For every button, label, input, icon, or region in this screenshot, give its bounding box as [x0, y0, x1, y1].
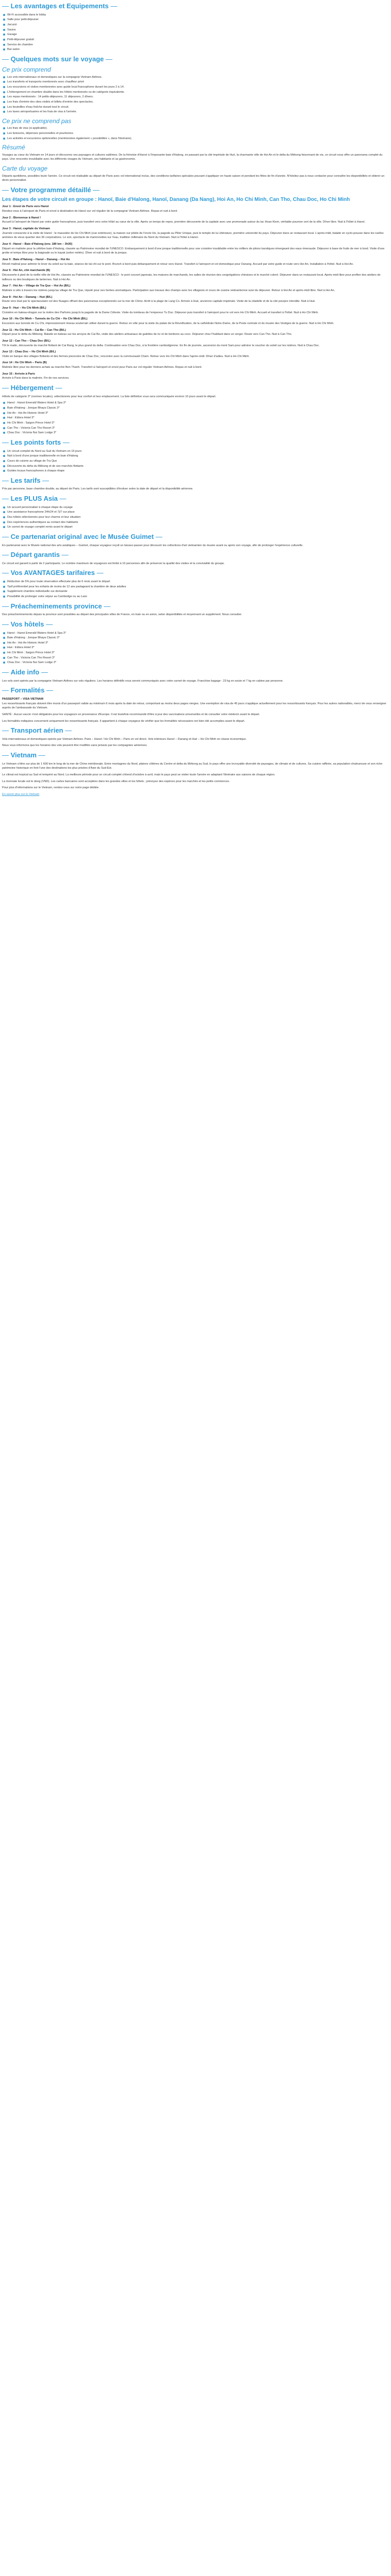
day-label: Jour 15 : Arrivée à Paris	[2, 372, 35, 376]
list-item: Chau Doc : Victoria Nui Sam Lodge 3*	[2, 660, 389, 665]
list-item: Les boissons, dépenses personnelles et pourboires.	[2, 131, 389, 136]
includes-title: Ce prix comprend	[2, 66, 51, 74]
content	[2, 2, 389, 797]
dates-text: Départs quotidiens, possibles toute l'année. Ce circuit est réalisable au départ de Paris avec vol international inclus, des conditions tarifaires spéciales pouvant s'appliquer en haute saison et pendant les fêtes de fin d'année. N'hésitez pas à nous contacter pour connaître les disponibilités et obtenir un devis personnalisé.	[2, 174, 385, 182]
partnership-title: — Ce partenariat original avec le Musée Guimet —	[2, 533, 389, 541]
day-text: Rendez-vous à l'aéroport de Paris et envol à destination de Hanoï sur vol régulier de la compagnie Vietnam Airlines. Repas et nuit à bord.	[2, 210, 178, 213]
day-label: Jour 9 : Hué – Ho Chi Minh (B/L)	[2, 306, 46, 310]
day-text: Départ pour le delta du Mékong. Balade en bateau sur les arroyos de Cai Be, visite des ateliers artisanaux de galettes de riz et de bonbons au coco. Déjeuner chez l'habitant dans un verger. Route vers Can Tho. Nuit à Can Tho.	[2, 333, 292, 336]
formalities-title: — Formalités —	[2, 686, 389, 694]
day-text: Croisière en bateau-dragon sur la rivière des Parfums jusqu'à la pagode de la Dame Céleste. Visite du tombeau de l'empereur Tu Duc. Déjeuner puis transfert à l'aéroport pour le vol vers Ho Chi Minh. Accueil et transfert à l'hôtel. Nuit à Ho Chi Minh.	[2, 311, 319, 314]
list-item: Un circuit complet du Nord au Sud du Vietnam en 15 jours	[2, 449, 389, 454]
pluses-list	[2, 505, 389, 530]
day-block	[2, 205, 389, 213]
list-item: Tarif préférentiel pour les enfants de moins de 12 ans partageant la chambre de deux adultes	[2, 585, 389, 589]
day-label: Jour 2 : Bienvenue à Hanoï !	[2, 216, 41, 219]
rates-text: Prix par personne, base chambre double, au départ de Paris. Les tarifs sont susceptibles d'évoluer selon la date de départ et la disponibilité aérienne.	[2, 487, 193, 491]
day-text: Arrivée à Paris dans la matinée. Fin de nos services.	[2, 377, 70, 380]
day-block	[2, 317, 389, 326]
day-block	[2, 227, 389, 240]
day-label: Jour 10 : Ho Chi Minh – Tunnels de Cu Chi – Ho Chi Minh (B/L)	[2, 317, 88, 321]
list-item: Guides locaux francophones à chaque étape	[2, 469, 389, 473]
rates-title: — Les tarifs —	[2, 477, 389, 485]
price-advantages-title: — Vos AVANTAGES tarifaires —	[2, 569, 389, 577]
list-item: Un accueil personnalisé à chaque étape du voyage	[2, 505, 389, 510]
list-item: Un carnet de voyage complet remis avant le départ	[2, 525, 389, 530]
day-label: Jour 12 : Can Tho – Chau Doc (B/L)	[2, 339, 51, 343]
pluses-title: — Les PLUS Asia —	[2, 495, 389, 503]
list-item: Les activités et excursions optionnelles (mentionnées également « possibilités », dans l'itinéraire).	[2, 137, 389, 141]
list-item: L'hébergement en chambre double dans les hôtels mentionnés ou de catégorie équivalente.	[2, 90, 389, 95]
transport-title: — Transport aérien —	[2, 726, 389, 735]
vietnam-link-row	[2, 792, 389, 797]
list-item: Ho Chi Minh : Saigon Prince Hotel 3*	[2, 421, 389, 426]
day-text: Découverte à pied de la vieille ville de Hoi An, classée au Patrimoine mondial de l'UNESCO : le pont couvert japonais, les maisons de marchands, les salles de réunion des congrégations chinoises et le marché coloré. Déjeuner dans un restaurant local. Après-midi libre pour profiter des ateliers de tailleurs ou des boutiques de lanternes. Nuit à Hoi An.	[2, 273, 381, 281]
list-item: Des hôtels sélectionnés pour leur charme et leur situation	[2, 515, 389, 520]
formalities-health: SANTÉ : Aucun vaccin n'est obligatoire pour les voyageurs en provenance d'Europe. Il est toutefois recommandé d'être à jour des vaccinations universelles et de consulter votre médecin avant le départ.	[2, 713, 260, 716]
day-text: Réveil matinal pour admirer le lever du soleil sur la baie, séance de taï-chi sur le pont. Brunch à bord puis débarquement et retour vers Hanoï. Transfert à l'aéroport et vol domestique pour Danang. Accueil par votre guide et route vers Hoi An. Installation à l'hôtel. Nuit à Hoi An.	[2, 262, 354, 266]
day-block	[2, 350, 389, 359]
highlights-title: — Les points forts —	[2, 438, 389, 447]
day-label: Jour 11 : Ho Chi Minh – Cai Be – Can Tho (B/L)	[2, 328, 66, 332]
list-item: Service de chambre	[2, 43, 389, 47]
list-item: Les frais d'entrée des sites visités et billets d'entrée des spectacles.	[2, 100, 389, 105]
list-item: Garage	[2, 32, 389, 37]
list-item: Hanoï : Hanoi Emerald Waters Hotel & Spa 3*	[2, 401, 389, 405]
day-block	[2, 339, 389, 348]
list-item: Petit-déjeuner gratuit	[2, 38, 389, 42]
vietnam-link[interactable]: En savoir plus sur le Vietnam	[2, 793, 40, 796]
excludes-title: Ce prix ne comprend pas	[2, 117, 72, 125]
day-label: Jour 6 : Hoi An, cité marchande (B)	[2, 269, 51, 273]
day-label: Jour 8 : Hoi An – Danang – Hué (B/L)	[2, 295, 53, 299]
list-item: Bar-salon	[2, 47, 389, 52]
day-block	[2, 242, 389, 256]
list-item: Jacuzzi	[2, 23, 389, 27]
list-item: Une assistance francophone 24h/24 et 7j/7 sur place	[2, 510, 389, 515]
partnership-text: En partenariat avec le Musée national des arts asiatiques – Guimet, chaque voyageur reçoit un laissez-passer pour découvrir les collections d'art vietnamien du musée avant ou après son voyage, afin de prolonger l'expérience culturelle.	[2, 544, 303, 547]
day-text: Matinée à vélo à travers les rizières jusqu'au village de Tra Que, réputé pour ses herbes aromatiques. Participation aux travaux des champs avec les villageois et cours de cuisine vietnamienne suivi du déjeuner. Retour à Hoi An et après-midi libre. Nuit à Hoi An.	[2, 289, 335, 292]
list-item: Salle pour petit-déjeuner	[2, 18, 389, 22]
excludes-list	[2, 126, 389, 141]
list-item: Can Tho : Victoria Can Tho Resort 3*	[2, 426, 389, 431]
list-item: Hoi An : Hoi An Historic Hotel 3*	[2, 641, 389, 646]
vietnam-title: — Vietnam —	[2, 751, 389, 759]
list-item: Les transferts et transports mentionnés avec chauffeur privé	[2, 80, 389, 84]
list-item: Cours de cuisine au village de Tra Que	[2, 459, 389, 464]
list-item: Les repas mentionnés : 14 petits-déjeuners, 11 déjeuners, 2 dîners.	[2, 95, 389, 99]
help-text: Les vols sont opérés par la compagnie Vietnam Airlines sur vols réguliers. Les horaires définitifs vous seront communiqués avec votre carnet de voyage. Franchise bagage : 23 kg en soute et 7 kg en cabine par personne.	[2, 679, 284, 683]
formalities-subtitle: PASSEPORT – VISA VIETNAM	[2, 697, 43, 701]
list-item: Les bouteilles d'eau fraîche durant tout le circuit.	[2, 105, 389, 110]
day-block	[2, 258, 389, 266]
list-item: Hoi An : Hoi An Historic Hotel 3*	[2, 411, 389, 416]
program-title: — Votre programme détaillé —	[2, 186, 389, 194]
day-text: Accueil à l'aéroport de Hanoï par votre guide francophone, puis transfert vers votre hôtel au cœur de la ville. Après un temps de repos, première découverte de la capitale avec une promenade autour du lac Hoan Kiem, véritable poumon vert de la ville. Dîner libre. Nuit à l'hôtel à Hanoï.	[2, 221, 366, 224]
vietnam-text: Le Vietnam s'étire sur plus de 1 600 km le long de la mer de Chine méridionale. Entre montagnes du Nord, plaines côtières du Centre et delta du Mékong au Sud, le pays offre une incroyable diversité de paysages, de climats et de cultures. Sa cuisine raffinée, sa population chaleureuse et son riche patrimoine historique en font l'une des destinations les plus prisées d'Asie du Sud-Est.	[2, 762, 383, 770]
day-block	[2, 328, 389, 337]
day-block	[2, 268, 389, 282]
day-block	[2, 361, 389, 369]
help-title: — Aide info —	[2, 668, 389, 676]
day-label: Jour 1 : Envol de Paris vers Hanoï	[2, 205, 49, 209]
departure-title: — Départ garantis —	[2, 551, 389, 559]
faq-title: — Quelques mots sur le voyage —	[2, 55, 389, 63]
formalities-text: Les ressortissants français doivent être munis d'un passeport valide au minimum 6 mois après la date de retour, comportant au moins deux pages vierges. Une exemption de visa de 45 jours s'applique actuellement pour les ressortissants français. Pour les autres nationalités, merci de vous renseigner auprès de l'ambassade du Vietnam.	[2, 702, 386, 710]
page	[0, 0, 391, 797]
departure-text: Ce circuit est garanti à partir de 2 participants. Le nombre maximum de voyageurs est limité à 16 personnes afin de préserver la qualité des visites et la convivialité du groupe.	[2, 562, 225, 565]
list-item: Découverte du delta du Mékong et de ses marchés flottants	[2, 464, 389, 469]
list-item: Hué : Eldora Hotel 3*	[2, 646, 389, 650]
list-item: Baie d'Halong : Jonque Bhaya Classic 3*	[2, 406, 389, 411]
day-label: Jour 3 : Hanoï, capitale du Vietnam	[2, 227, 50, 231]
day-text: Matinée libre pour les derniers achats au marché Ben Thanh. Transfert à l'aéroport et envol pour Paris sur vol régulier Vietnam Airlines. Repas et nuit à bord.	[2, 366, 202, 369]
highlights-list	[2, 449, 389, 473]
day-label: Jour 14 : Ho Chi Minh – Paris (B)	[2, 361, 47, 365]
day-text: Journée consacrée à la visite de Hanoï : le mausolée de Ho Chi Minh (vue extérieure), la maison sur pilotis de l'oncle Ho, la pagode au Pilier Unique, puis le temple de la Littérature, première université du pays. Déjeuner dans un restaurant local. L'après-midi, balade en cyclo-pousse dans les ruelles animées du vieux quartier des 36 corporations. Le soir, spectacle de marionnettes sur l'eau, tradition millénaire du Nord du Vietnam. Nuit à l'hôtel à Hanoï.	[2, 231, 384, 240]
advantages-title: — Les avantages et Equipements —	[2, 2, 389, 10]
day-label: Jour 4 : Hanoï – Baie d'Halong (env. 180 km – 3h30)	[2, 243, 73, 246]
day-block	[2, 284, 389, 293]
day-block	[2, 216, 389, 225]
transport-text: Vols internationaux et domestiques opérés par Vietnam Airlines. Paris – Hanoï / Ho Chi Minh – Paris en vol direct. Vols intérieurs Hanoï – Danang et Hué – Ho Chi Minh en classe économique.	[2, 737, 247, 741]
day-text: Tôt le matin, découverte du marché flottant de Cai Rang, le plus grand du delta. Continuation vers Chau Doc, à la frontière cambodgienne. En fin de journée, ascension du mont Sam pour admirer le coucher du soleil sur les rizières. Nuit à Chau Doc.	[2, 344, 320, 347]
vietnam-climate: Le climat est tropical au Sud et tempéré au Nord. La meilleure période pour un circuit complet s'étend d'octobre à avril, mais le pays peut se visiter toute l'année en adaptant l'itinéraire aux saisons de chaque région.	[2, 773, 275, 777]
formalities-note: Les formalités indiquées concernent uniquement les ressortissants français. Il appartient à chaque voyageur de vérifier que les formalités nécessaires ont bien été accomplies avant le départ.	[2, 719, 246, 723]
day-text: Route vers Hué par le spectaculaire col des Nuages offrant des panoramas exceptionnels sur la mer de Chine. Arrêt à la plage de Lang Co. Arrivée à Hué, ancienne capitale impériale. Visite de la citadelle et de la cité pourpre interdite. Nuit à Hué.	[2, 300, 316, 303]
day-block	[2, 306, 389, 315]
day-text: Excursion aux tunnels de Cu Chi, impressionnant réseau souterrain utilisé durant la guerre. Retour en ville pour la visite du palais de la Réunification, de la cathédrale Notre-Dame, de la Poste centrale et du musée des Vestiges de la guerre. Nuit à Ho Chi Minh.	[2, 321, 334, 325]
province-text: Des préacheminements depuis la province sont possibles au départ des principales villes de France, en train ou en avion, selon disponibilités et moyennant un supplément. Nous consulter.	[2, 613, 242, 617]
list-item: Can Tho : Victoria Can Tho Resort 3*	[2, 656, 389, 660]
list-item: Des expériences authentiques au contact des habitants	[2, 520, 389, 525]
day-block	[2, 372, 389, 381]
dates-title: Carte du voyage	[2, 165, 48, 173]
price-advantages-list	[2, 580, 389, 599]
list-item: Nuit à bord d'une jonque traditionnelle en baie d'Halong	[2, 454, 389, 459]
list-item: Hanoï : Hanoi Emerald Waters Hotel & Spa 3*	[2, 631, 389, 636]
list-item: Possibilité de prolonger votre séjour au Cambodge ou au Laos	[2, 595, 389, 599]
list-item: Les excursions et visites mentionnées avec guide local francophone durant les jours 2 à 14.	[2, 85, 389, 90]
province-title: — Préacheminements province —	[2, 602, 389, 611]
day-block	[2, 295, 389, 304]
includes-list	[2, 75, 389, 114]
hotels-list	[2, 401, 389, 435]
day-label: Jour 13 : Chau Doc – Ho Chi Minh (B/L)	[2, 350, 56, 354]
program-subtitle: Les étapes de votre circuit en groupe : Hanoï, Baie d'Halong, Hanoï, Danang (Da Nang), Hoi An, Ho Chi Minh, Can Tho, Chau Doc, Ho Chi Minh	[2, 197, 350, 203]
hotels-text: Hôtels de catégorie 3* (normes locales), sélectionnés pour leur confort et leur emplacement. La liste définitive vous sera communiquée environ 10 jours avant le départ.	[2, 395, 217, 398]
list-item: Baie d'Halong : Jonque Bhaya Classic 3*	[2, 636, 389, 640]
summary-text: Voyagez au cœur du Vietnam en 14 jours et découvrez ses paysages et cultures sublimes. De la frénésie d'Hanoï à l'imposante baie d'Halong, en passant par la cité impériale de Hué, la charmante ville de Hoi An et le delta du Mékong foisonnant de vie, ce circuit vous offre un panorama complet du pays. Une rencontre inoubliable avec les différents visages du Vietnam, ses habitants et sa gastronomie.	[2, 153, 383, 161]
advantages-list	[2, 13, 389, 52]
list-item: Wi-Fi accessible dans le lobby	[2, 13, 389, 18]
list-item: Hué : Eldora Hotel 3*	[2, 416, 389, 420]
list-item: Ho Chi Minh : Saigon Prince Hotel 3*	[2, 651, 389, 655]
list-item: Les frais de visa (si applicable).	[2, 126, 389, 131]
list-item: Supplément chambre individuelle sur demande	[2, 589, 389, 594]
list-item: Les vols internationaux et domestiques sur la compagnie Vietnam Airlines.	[2, 75, 389, 80]
list-item: Chau Doc : Victoria Nui Sam Lodge 3*	[2, 431, 389, 435]
day-text: Visite en barque des villages flottants et des fermes piscicoles de Chau Doc, rencontre avec la communauté Cham. Retour vers Ho Chi Minh dans l'après-midi. Dîner d'adieu. Nuit à Ho Chi Minh.	[2, 354, 250, 358]
vietnam-footer: Pour plus d'informations sur le Vietnam, rendez-vous sur notre page dédiée.	[2, 786, 100, 790]
hotels-title: — Hébergement —	[2, 384, 389, 392]
day-label: Jour 7 : Hoi An – Village de Tra Que – Hoi An (B/L)	[2, 284, 71, 288]
list-item: Réduction de 5% pour toute réservation effectuée plus de 6 mois avant le départ	[2, 580, 389, 584]
vietnam-currency: La monnaie locale est le dong (VND). Les cartes bancaires sont acceptées dans les grandes villes et les hôtels ; prévoyez des espèces pour les marchés et les petits commerces.	[2, 779, 230, 783]
day-text: Départ en matinée pour la célèbre baie d'Halong, classée au Patrimoine mondial de l'UNESCO. Embarquement à bord d'une jonque traditionnelle pour une croisière inoubliable entre les milliers de pitons karstiques émergeant des eaux émeraude. Déjeuner à base de fruits de mer à bord. Visite d'une grotte et temps libre pour la baignade ou le kayak (selon météo). Dîner et nuit à bord de la jonque.	[2, 247, 385, 255]
your-hotels-title: — Vos hôtels —	[2, 620, 389, 629]
transport-note: Nous vous informons que les horaires des vols peuvent être modifiés sans préavis par les compagnies aériennes.	[2, 744, 148, 748]
list-item: Les taxes aéroportuaires et les frais de visa à l'arrivée.	[2, 110, 389, 114]
summary-title: Résumé	[2, 144, 25, 151]
list-item: Sauna	[2, 28, 389, 32]
day-label: Jour 5 : Baie d'Halong – Hanoï – Danang – Hoi An	[2, 258, 70, 261]
your-hotels-list	[2, 631, 389, 666]
